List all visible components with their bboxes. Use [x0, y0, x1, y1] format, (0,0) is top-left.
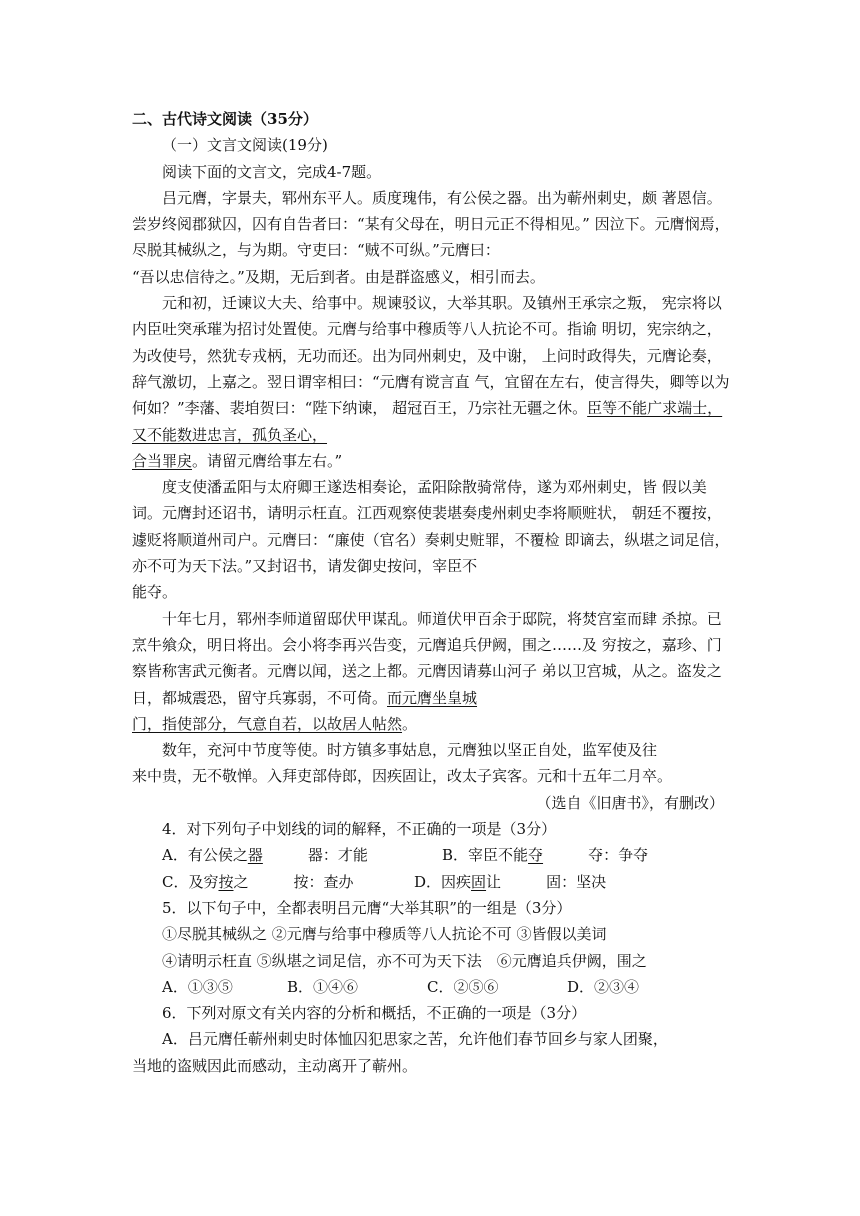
passage-line: 即谪去，纵堪之词足信，亦不可为天下法。”又封诏书，请发御史按问，宰臣不: [132, 530, 730, 576]
question-4-options-ab: A．有公侯之器 器：才能 B．宰臣不能夺 夺：争夺: [162, 846, 649, 865]
question-6-stem: 6．下列对原文有关内容的分析和概括，不正确的一项是（3分）: [162, 1004, 587, 1023]
passage-line: 宪宗将以内臣吐突承璀为招讨处置使。元膺与给事中穆质等八人抗论不可。指谕: [132, 294, 722, 339]
underlined-sentence: 合当罪戾: [132, 451, 193, 470]
question-6-option-a: A．吕元膺任蕲州刺史时体恤囚犯思家之苦，允许他们春节回乡与家人团聚，: [162, 1030, 668, 1049]
question-6-option-a-cont: 当地的盗贼因此而感动，主动离开了蕲州。: [132, 1056, 418, 1075]
exam-content: [132, 106, 732, 1079]
passage-line: 来中贵，无不敬惮。入拜吏部侍郎，因疾固让，改太子宾客。元和十五年二月卒。: [132, 767, 673, 786]
question-5-options: A．①③⑤ B．①④⑥ C．②⑤⑥ D．②③④: [162, 977, 640, 996]
passage-line: 穷按之，嘉珍、门察皆称害武元衡者。元膺以闻，送之上都。元膺因请募山河子: [132, 635, 722, 681]
instruction: 阅读下面的文言文，完成4-7题。: [162, 162, 382, 181]
passage-line: 明切，宪宗纳之，为改使号，然犹专戎柄，无功而还。出为同州刺史，及中谢，: [132, 320, 722, 365]
section-title: 二、古代诗文阅读（35分）: [132, 110, 318, 128]
passage-line: 度支使潘孟阳与太府卿王遂迭相奏论，孟阳除散骑常侍，遂为邓州刺史，皆: [162, 478, 658, 497]
passage-line: 合当罪戾。请留元膺给事左右。”: [132, 451, 343, 470]
passage-line: 元和初，迁谏议大夫、给事中。规谏驳议，大举其职。及镇州王承宗之叛，: [162, 294, 658, 313]
passage-line: 杀掠。已烹牛飨众，明日将出。会小将李再兴告变，元膺追兵伊阙，围之……及: [132, 609, 722, 654]
passage-line: 假以美词。元膺封还诏书，请明示枉直。江西观察使裴堪奏虔州刺史李将顺赃状，: [132, 478, 707, 523]
underlined-sentence: 臣等不能广求端士，又不能数进忠言，孤负圣心，: [132, 399, 723, 444]
question-4-options-cd: C．及穷按之 按：查办 D．因疾固让 固：坚决: [162, 872, 607, 891]
passage-line: 著恩信。尝岁终阅郡狱囚，囚有自告者曰：“某有父母在，明日元正不得相见。”: [132, 188, 722, 234]
underlined-sentence: 而元膺坐皇城: [387, 688, 478, 707]
question-5-items: ①尽脱其械纵之 ②元膺与给事中穆质等八人抗论不可 ③皆假以美词: [162, 925, 607, 944]
underlined-sentence: 门，指使部分，气意自若，以故居人帖然: [132, 714, 403, 733]
passage-line: 门，指使部分，气意自若，以故居人帖然。: [132, 714, 418, 733]
passage-line: 上问时政得失，元膺论奏，辞气激切，上嘉之。翌日谓宰相曰：“元膺有谠言直: [132, 346, 722, 391]
passage-line: 朝廷不覆按，遽贬将顺道州司户。元膺曰：“廉使（官名）奏刺史赃罪，不覆检: [132, 504, 722, 549]
subsection-title: （一）文言文阅读(19分): [162, 136, 328, 155]
passage-line: 吕元膺，字景夫，郓州东平人。质度瑰伟，有公侯之器。出为蕲州刺史，颇: [162, 188, 658, 207]
question-5-stem: 5．以下句子中，全都表明吕元膺“大举其职”的一组是（3分）: [162, 898, 572, 917]
passage-line: 能夺。: [132, 583, 178, 602]
passage-line: “吾以忠信待之。”及期，无后到者。由是群盗感义，相引而去。: [132, 267, 545, 286]
passage-line: 气，宜留在左右，使言得失，卿等以为何如？”李藩、裴垍贺曰：“陛下纳谏，: [132, 372, 730, 418]
question-4-stem: 4．对下列句子中划线的词的解释，不正确的一项是（3分）: [162, 820, 557, 839]
passage-source: （选自《旧唐书》，有删改）: [536, 793, 724, 812]
passage-line: 超冠百王，乃宗社无疆之休。臣等不能广求端士，又不能数进忠言，孤负圣心，: [132, 399, 723, 444]
passage-line: 因泣下。元膺悯焉，尽脱其械纵之，与为期。守吏曰：“贼不可纵。”元膺曰：: [132, 215, 730, 260]
passage-line: 数年，充河中节度等使。时方镇多事姑息，元膺独以坚正自处，监军使及往: [162, 741, 658, 760]
passage-line: 十年七月，郓州李师道留邸伏甲谋乱。师道伏甲百余于邸院，将焚宫室而肆: [162, 609, 658, 628]
question-5-items: ④请明示枉直 ⑤纵堪之词足信，亦不可为天下法 ⑥元膺追兵伊阙，围之: [162, 951, 647, 970]
passage-line: 弟以卫宫城，从之。盗发之日，都城震恐，留守兵寡弱，不可倚。而元膺坐皇城: [132, 662, 722, 707]
